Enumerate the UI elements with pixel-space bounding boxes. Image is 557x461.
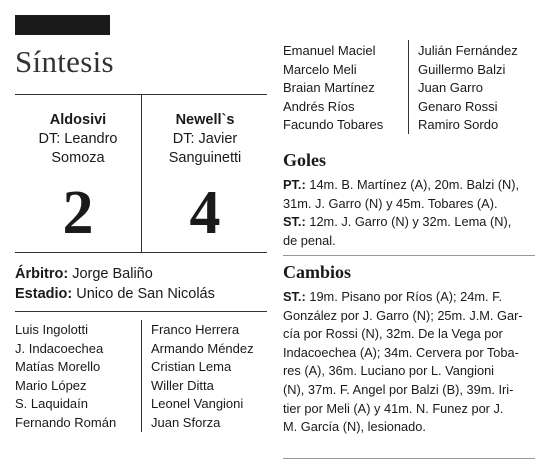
page-title: Síntesis <box>15 44 114 79</box>
event-text: M. García (N), lesionado. <box>283 419 426 435</box>
goals-text <box>283 176 541 250</box>
home-lineup <box>15 321 116 432</box>
footer-rule <box>283 458 535 459</box>
referee-name: Jorge Baliño <box>72 266 153 282</box>
event-text: 19m. Pisano por Ríos (A); 24m. F. <box>305 289 503 304</box>
event-text: tier por Meli (A) y 41m. N. Funez por J. <box>283 400 504 416</box>
home-team-name: Aldosivi <box>49 112 107 128</box>
home-coach-line-1: DT: Leandro <box>38 131 118 147</box>
event-text: (N), 37m. F. Angel por Balzi (B), 39m. Iri- <box>283 381 514 397</box>
home-player: Andrés Ríos <box>283 98 355 114</box>
subs-title: Cambios <box>283 262 352 282</box>
lineups-rule <box>15 311 267 312</box>
away-lineup <box>151 321 254 432</box>
home-player: Emanuel Maciel <box>283 43 376 58</box>
away-team-name: Newell`s <box>175 112 235 128</box>
away-team <box>142 111 268 168</box>
event-text: cía por Rossi (N), 32m. De la Vega por <box>283 326 503 342</box>
referee-label: Árbitro: <box>15 266 69 282</box>
away-player: Genaro Rossi <box>418 98 498 114</box>
subs-line <box>283 381 541 400</box>
home-lineup-continued <box>283 42 383 135</box>
referee-line <box>15 264 153 284</box>
away-player: Franco Herrera <box>151 322 240 337</box>
event-text: 31m. J. Garro (N) y 45m. Tobares (A). <box>283 195 498 211</box>
home-player: Facundo Tobares <box>283 117 384 132</box>
away-player: Leonel Vangioni <box>151 396 244 411</box>
event-text: Indacoechea (A); 34m. Cervera por Toba- <box>283 344 519 360</box>
away-player: Cristian Lema <box>151 359 232 374</box>
goals-line <box>283 213 541 232</box>
goals-line <box>283 195 541 214</box>
subs-line <box>283 418 541 437</box>
away-lineup-continued <box>418 42 518 135</box>
subs-line <box>283 307 541 326</box>
subs-line <box>283 288 541 307</box>
lineup-continued-divider <box>408 40 409 134</box>
subs-line <box>283 362 541 381</box>
event-text: González por J. Garro (N); 25m. J.M. Gar- <box>283 307 523 323</box>
goals-line <box>283 232 541 251</box>
goals-title: Goles <box>283 150 326 170</box>
home-player: Fernando Román <box>15 414 117 430</box>
lineup-divider <box>141 320 142 432</box>
away-player: Guillermo Balzi <box>418 61 506 77</box>
away-coach-line-2: Sanguinetti <box>168 150 242 166</box>
away-player: Willer Ditta <box>151 377 214 393</box>
event-text: res (A), 36m. Luciano por L. Vangioni <box>283 363 495 379</box>
away-player: Julián Fernández <box>418 43 518 58</box>
away-player: Juan Garro <box>418 80 484 95</box>
subs-line <box>283 325 541 344</box>
event-text: de penal. <box>283 232 336 248</box>
header-bar <box>15 15 110 35</box>
period-label: PT.: <box>283 177 306 192</box>
subs-line <box>283 344 541 363</box>
stadium-label: Estadio: <box>15 286 73 302</box>
event-text: 14m. B. Martínez (A), 20m. Balzi (N), <box>305 177 520 192</box>
stadium-line <box>15 284 215 304</box>
home-player: Luis Ingolotti <box>15 322 88 337</box>
period-label: ST.: <box>283 289 306 304</box>
home-coach-line-2: Somoza <box>51 150 105 166</box>
home-team <box>15 111 141 168</box>
event-text: 12m. J. Garro (N) y 32m. Lema (N), <box>305 214 512 230</box>
away-player: Armando Méndez <box>151 340 254 356</box>
period-label: ST.: <box>283 214 306 230</box>
home-player: J. Indacoechea <box>15 340 104 356</box>
home-player: Marcelo Meli <box>283 61 357 77</box>
subs-text <box>283 288 541 437</box>
goals-line <box>283 176 541 195</box>
home-player: Matías Morello <box>15 359 101 374</box>
home-player: S. Laquidaín <box>15 396 89 411</box>
scoreboard-bottom-rule <box>15 252 267 253</box>
away-score: 4 <box>189 179 221 247</box>
stadium-name: Unico de San Nicolás <box>76 286 215 302</box>
home-player: Braian Martínez <box>283 80 375 95</box>
goals-separator <box>283 255 535 256</box>
away-coach-line-1: DT: Javier <box>172 131 238 147</box>
home-player: Mario López <box>15 377 87 393</box>
home-score: 2 <box>62 179 94 247</box>
away-player: Juan Sforza <box>151 414 221 430</box>
subs-line <box>283 400 541 419</box>
away-player: Ramiro Sordo <box>418 117 499 132</box>
